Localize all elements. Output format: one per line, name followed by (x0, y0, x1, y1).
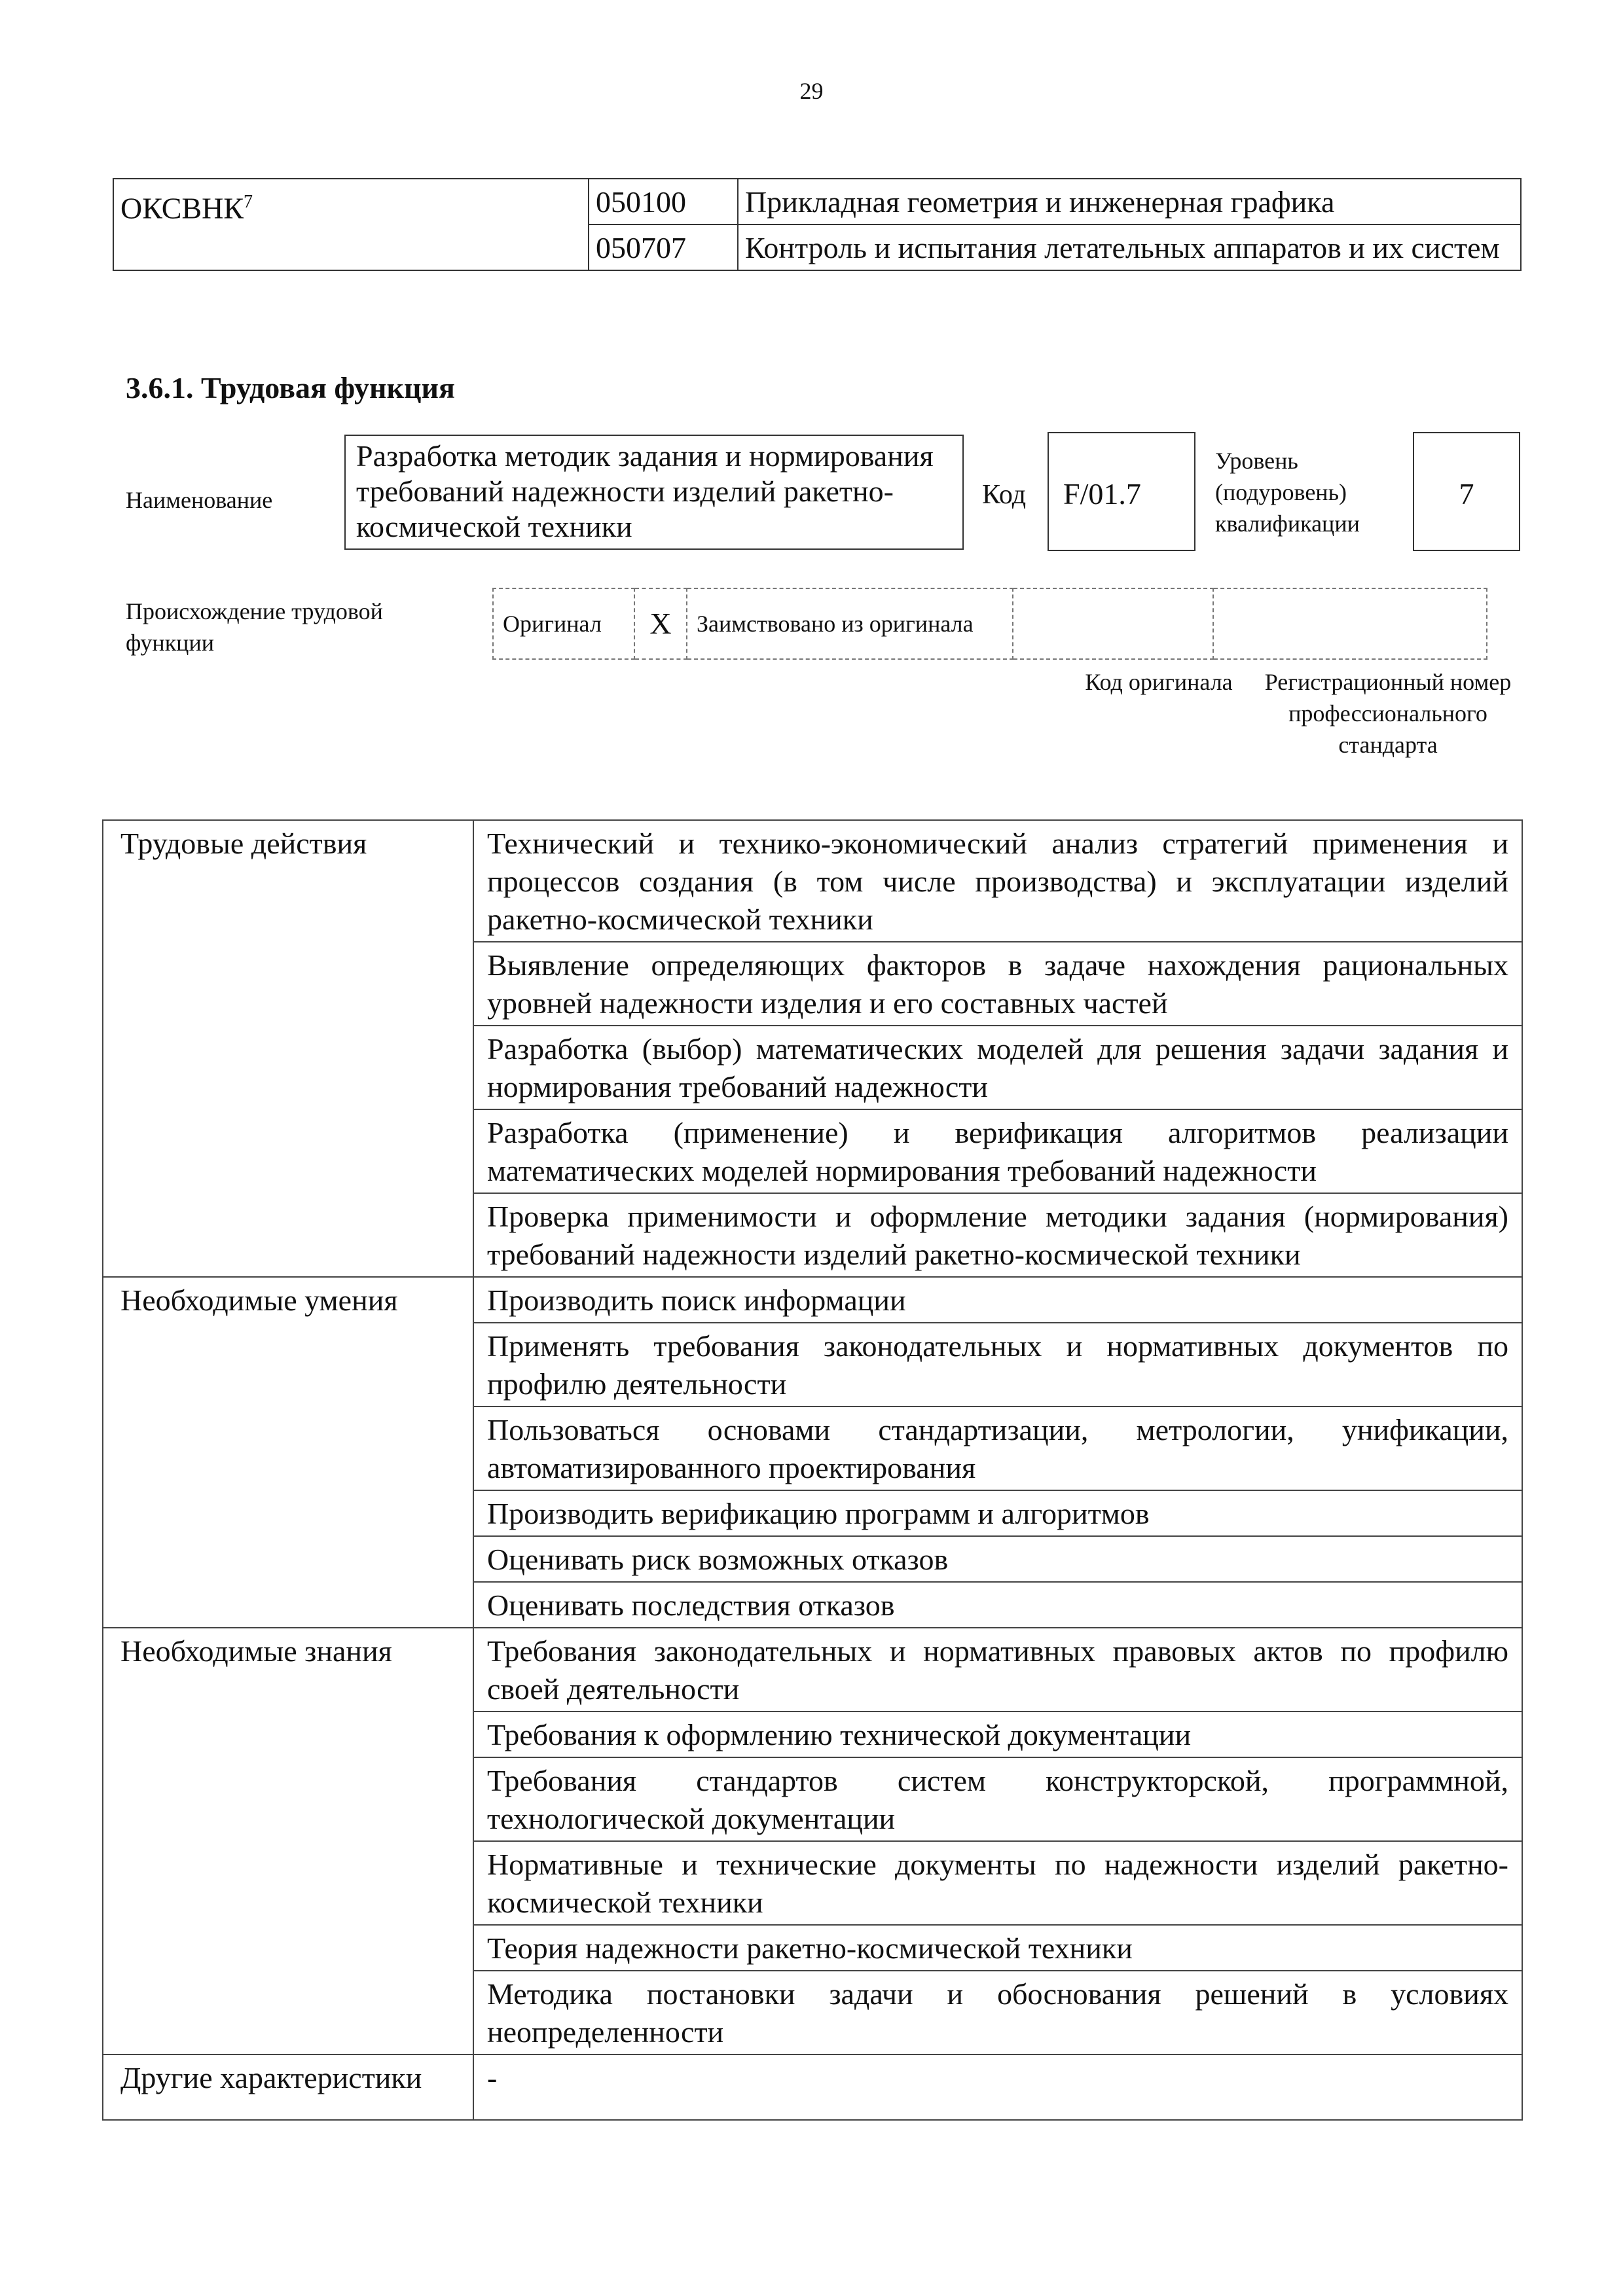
row-item: Применять требования законодательных и нормативных документов по профилю деятельности (473, 1323, 1522, 1407)
row-item: Технический и технико-экономический анализ стратегий применения и процессов создания (в том числе производства) и эксплуатации изделий ракетно-космической техники (473, 820, 1522, 942)
row-item: Требования законодательных и нормативных правовых актов по профилю своей деятельности (473, 1628, 1522, 1712)
row-item: Методика постановки задачи и обоснования решений в условиях неопределенности (473, 1971, 1522, 2054)
oksvnk-name: Прикладная геометрия и инженерная графика (738, 179, 1521, 224)
origin-label: Происхождение трудовой функции (126, 598, 383, 656)
code-label: Код (982, 480, 1027, 510)
row-item: Выявление определяющих факторов в задаче нахождения рациональных уровней надежности изделия и его составных частей (473, 942, 1522, 1026)
table-row (113, 179, 1521, 224)
row-item: Пользоваться основами стандартизации, метрологии, унификации, автоматизированного проектирования (473, 1407, 1522, 1490)
row-item: Проверка применимости и оформление методики задания (нормирования) требований надежности изделий ракетно-космической техники (473, 1193, 1522, 1277)
footnote-marker: 7 (244, 192, 253, 212)
row-item: Разработка (выбор) математических моделей для решения задачи задания и нормирования требований надежности (473, 1026, 1522, 1109)
registration-number-caption: Регистрационный номер профессионального стандарта (1264, 669, 1512, 758)
origin-table (492, 588, 1487, 660)
row-header: Другие характеристики (103, 2054, 473, 2120)
borrowed-cell: Заимствовано из оригинала (687, 588, 1013, 659)
function-details-table (102, 819, 1523, 2121)
original-code-cell (1013, 588, 1213, 659)
function-name-box: Разработка методик задания и нормирования требований надежности изделий ракетно-космической техники (344, 435, 964, 550)
row-item: Производить верификацию программ и алгоритмов (473, 1490, 1522, 1536)
row-item: Требования стандартов систем конструкторской, программной, технологической документации (473, 1757, 1522, 1841)
row-item: Требования к оформлению технической документации (473, 1712, 1522, 1757)
page-number: 29 (799, 78, 824, 104)
row-item: Нормативные и технические документы по надежности изделий ракетно-космической техники (473, 1841, 1522, 1925)
original-code-caption: Код оригинала (1085, 669, 1233, 695)
table-row (103, 1277, 1522, 1323)
table-row (493, 588, 1487, 659)
oksvnk-code: 050707 (589, 224, 738, 270)
oksvnk-label: ОКСВНК (120, 191, 244, 225)
row-header: Трудовые действия (103, 820, 473, 1277)
oksvnk-code: 050100 (589, 179, 738, 224)
row-item: Теория надежности ракетно-космической техники (473, 1925, 1522, 1971)
oksvnk-label-cell (113, 179, 589, 270)
table-row (103, 1628, 1522, 1712)
level-box: 7 (1413, 432, 1520, 551)
function-code-box: F/01.7 (1048, 432, 1195, 551)
level-label: Уровень (подуровень) квалификации (1215, 448, 1360, 537)
row-item: Разработка (применение) и верификация алгоритмов реализации математических моделей нормирования требований надежности (473, 1109, 1522, 1193)
registration-number-cell (1213, 588, 1487, 659)
table-row (103, 820, 1522, 942)
row-header: Необходимые умения (103, 1277, 473, 1628)
row-item: Оценивать последствия отказов (473, 1582, 1522, 1628)
row-item: - (473, 2054, 1522, 2120)
name-label: Наименование (126, 487, 273, 513)
table-row (103, 2054, 1522, 2120)
row-item: Оценивать риск возможных отказов (473, 1536, 1522, 1582)
section-title: 3.6.1. Трудовая функция (126, 371, 455, 404)
row-header: Необходимые знания (103, 1628, 473, 2054)
row-item: Производить поиск информации (473, 1277, 1522, 1323)
oksvnk-table (113, 178, 1522, 271)
original-mark: X (634, 588, 687, 659)
oksvnk-name: Контроль и испытания летательных аппаратов и их систем (738, 224, 1521, 270)
original-cell: Оригинал (493, 588, 634, 659)
